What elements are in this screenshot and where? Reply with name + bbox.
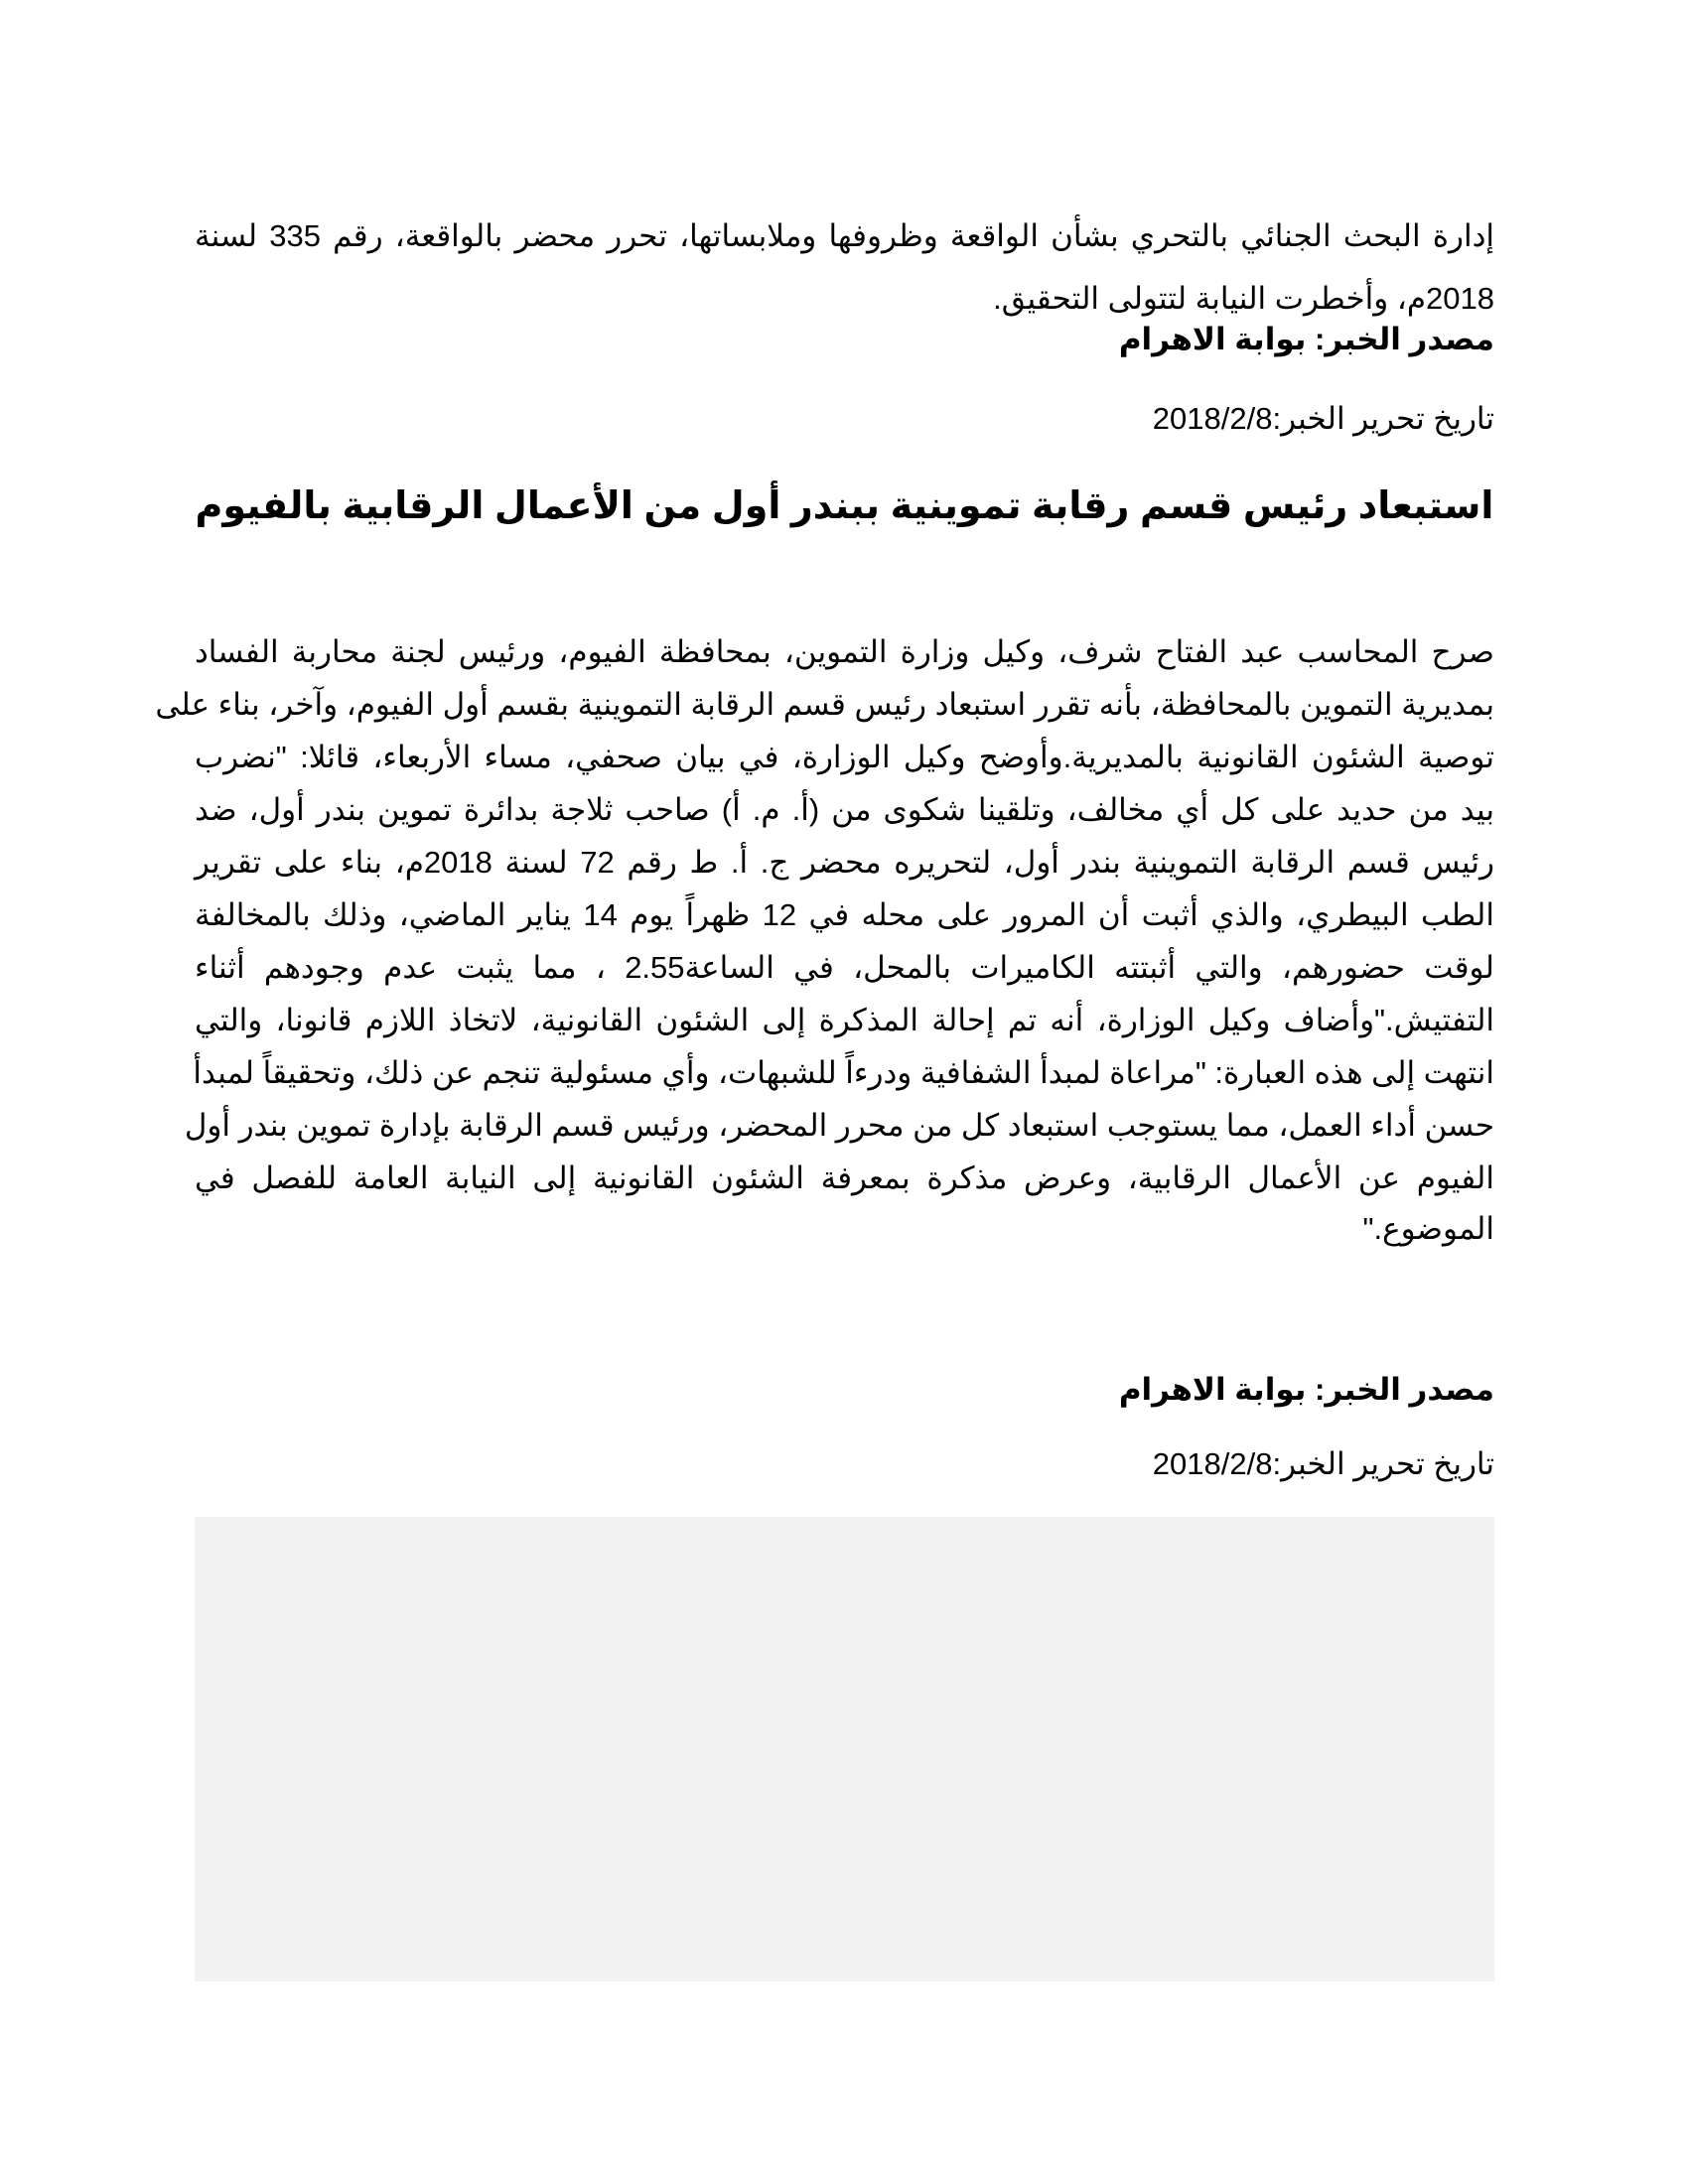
body-line: الفيوم عن الأعمال الرقابية، وعرض مذكرة بمعرفة الشئون القانونية إلى النيابة العامة للفصل في bbox=[195, 1160, 1494, 1195]
body-line: الطب البيطري، والذي أثبت أن المرور على محله في 12 ظهراً يوم 14 يناير الماضي، وذلك بالمخالفة bbox=[195, 897, 1494, 932]
body-line: بمديرية التموين بالمحافظة، بأنه تقرر استبعاد رئيس قسم الرقابة التموينية بقسم أول الفيوم، وآخر، بناء على bbox=[155, 687, 1494, 722]
article-title: استبعاد رئيس قسم رقابة تموينية ببندر أول من الأعمال الرقابية بالفيوم bbox=[195, 485, 1494, 527]
intro-paragraph-line-2: 2018م، وأخطرت النيابة لتتولى التحقيق. bbox=[993, 281, 1494, 316]
body-line: بيد من حديد على كل أي مخالف، وتلقينا شكوى من (أ. م. أ) صاحب ثلاجة بدائرة تموين بندر أول، ضد bbox=[195, 792, 1494, 827]
media-placeholder-box bbox=[195, 1517, 1494, 1981]
body-line: انتهت إلى هذه العبارة: "مراعاة لمبدأ الشفافية ودرءاً للشبهات، وأي مسئولية تنجم عن ذلك، وتحقيقاً لمبدأ bbox=[193, 1055, 1494, 1090]
body-line: لوقت حضورهم، والتي أثبتته الكاميرات بالمحل، في الساعة2.55 ، مما يثبت عدم وجودهم أثناء bbox=[195, 950, 1494, 985]
article-edit-date: تاريخ تحرير الخبر:2018/2/8 bbox=[1152, 1446, 1494, 1481]
intro-news-source: مصدر الخبر: بوابة الاهرام bbox=[1118, 322, 1494, 356]
intro-edit-date: تاريخ تحرير الخبر:2018/2/8 bbox=[1152, 401, 1494, 436]
body-line: رئيس قسم الرقابة التموينية بندر أول، لتحريره محضر ج. أ. ط رقم 72 لسنة 2018م، بناء على تقرير bbox=[195, 845, 1494, 880]
intro-paragraph-line-1: إدارة البحث الجنائي بالتحري بشأن الواقعة وظروفها وملابساتها، تحرر محضر بالواقعة، رقم 335 لسنة bbox=[195, 218, 1495, 253]
article-news-source: مصدر الخبر: بوابة الاهرام bbox=[1118, 1372, 1494, 1407]
body-line: الموضوع." bbox=[1362, 1211, 1494, 1246]
body-line: صرح المحاسب عبد الفتاح شرف، وكيل وزارة التموين، بمحافظة الفيوم، ورئيس لجنة محاربة الفساد bbox=[195, 634, 1494, 669]
body-line: حسن أداء العمل، مما يستوجب استبعاد كل من محرر المحضر، ورئيس قسم الرقابة بإدارة تموين بندر أول bbox=[184, 1108, 1494, 1143]
body-line: توصية الشئون القانونية بالمديرية.وأوضح وكيل الوزارة، في بيان صحفي، مساء الأربعاء، قائلا: "نضرب bbox=[195, 740, 1494, 774]
body-line: التفتيش."وأضاف وكيل الوزارة، أنه تم إحالة المذكرة إلى الشئون القانونية، لاتخاذ اللازم قانونا، والتي bbox=[195, 1003, 1494, 1037]
